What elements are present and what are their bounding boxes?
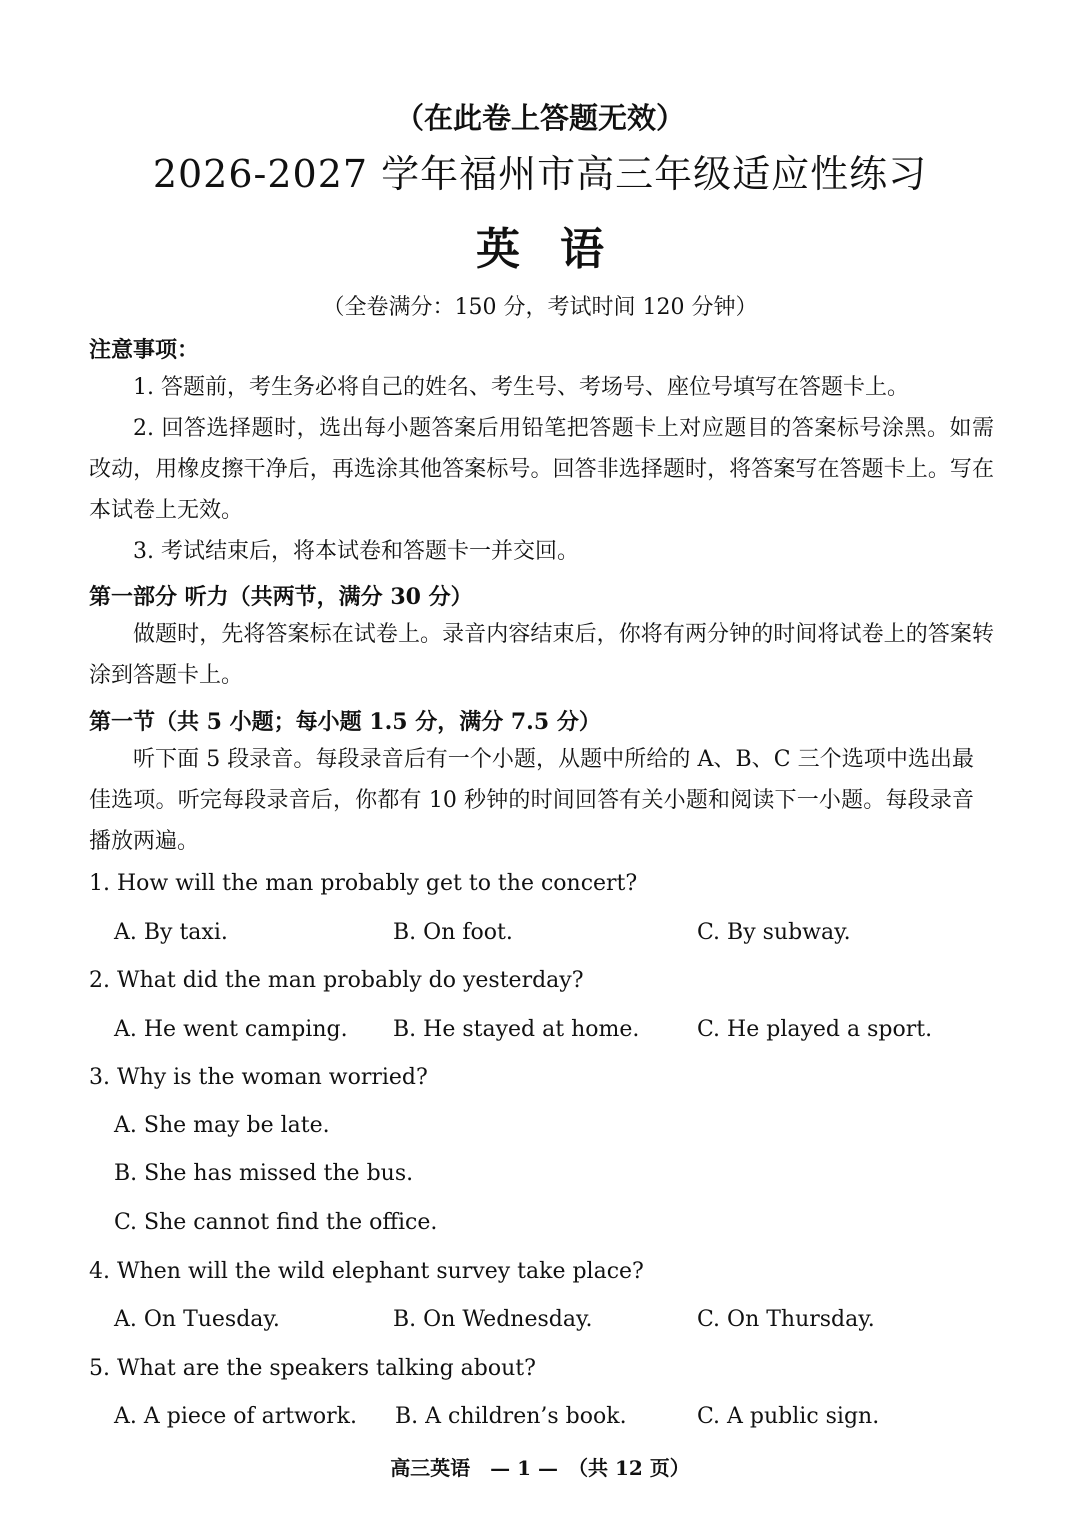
instruction-item-2: 2. 回答选择题时，选出每小题答案后用铅笔把答题卡上对应题目的答案标号涂黑。如需改动，用橡皮擦干净后，再选涂其他答案标号。回答非选择题时，将答案写在答题卡上。写在本试卷上无效。	[89, 416, 994, 523]
question-3-option-b: B. She has missed the bus.	[114, 1161, 414, 1186]
question-2-option-a: A. He went camping.	[114, 1017, 348, 1042]
instruction-item-1: 1. 答题前，考生务必将自己的姓名、考生号、考场号、座位号填写在答题卡上。	[133, 375, 909, 400]
question-2-option-b: B. He stayed at home.	[393, 1017, 640, 1042]
question-4-option-a: A. On Tuesday.	[114, 1307, 280, 1332]
question-2-stem: 2. What did the man probably do yesterday?	[89, 968, 584, 993]
question-5-option-c: C. A public sign.	[697, 1404, 880, 1429]
question-3-option-c: C. She cannot find the office.	[114, 1210, 438, 1235]
instructions-heading: 注意事项：	[89, 337, 200, 363]
question-5-stem: 5. What are the speakers talking about?	[89, 1356, 536, 1381]
question-4-option-c: C. On Thursday.	[697, 1307, 875, 1332]
question-1-option-a: A. By taxi.	[114, 920, 228, 945]
instruction-item-3: 3. 考试结束后，将本试卷和答题卡一并交回。	[133, 539, 579, 564]
question-1-stem: 1. How will the man probably get to the concert?	[89, 871, 638, 896]
question-1-option-b: B. On foot.	[393, 920, 513, 945]
section1-intro: 听下面 5 段录音。每段录音后有一个小题，从题中所给的 A、B、C 三个选项中选出最佳选项。听完每段录音后，你都有 10 秒钟的时间回答有关小题和阅读下一小题。每段录音播放两遍。	[89, 747, 974, 854]
question-3-option-a: A. She may be late.	[114, 1113, 330, 1138]
section1-heading: 第一节（共 5 小题；每小题 1.5 分，满分 7.5 分）	[89, 709, 601, 735]
question-4-option-b: B. On Wednesday.	[393, 1307, 593, 1332]
question-5-option-a: A. A piece of artwork.	[114, 1404, 357, 1429]
invalid-answer-notice: （在此卷上答题无效）	[394, 101, 685, 135]
question-4-stem: 4. When will the wild elephant survey take place?	[89, 1259, 644, 1284]
question-3-stem: 3. Why is the woman worried?	[89, 1065, 428, 1090]
page-footer: 高三英语 — 1 — （共 12 页）	[390, 1456, 690, 1480]
question-5-option-b: B. A children’s book.	[395, 1404, 627, 1429]
part1-intro: 做题时，先将答案标在试卷上。录音内容结束后，你将有两分钟的时间将试卷上的答案转涂到答题卡上。	[89, 622, 994, 688]
part1-heading: 第一部分 听力（共两节，满分 30 分）	[89, 584, 473, 610]
question-1-option-c: C. By subway.	[697, 920, 851, 945]
score-info: （全卷满分：150 分，考试时间 120 分钟）	[322, 295, 758, 320]
exam-title: 2026-2027 学年福州市高三年级适应性练习	[152, 152, 928, 196]
subject-title: 英语	[476, 224, 644, 275]
question-2-option-c: C. He played a sport.	[697, 1017, 933, 1042]
